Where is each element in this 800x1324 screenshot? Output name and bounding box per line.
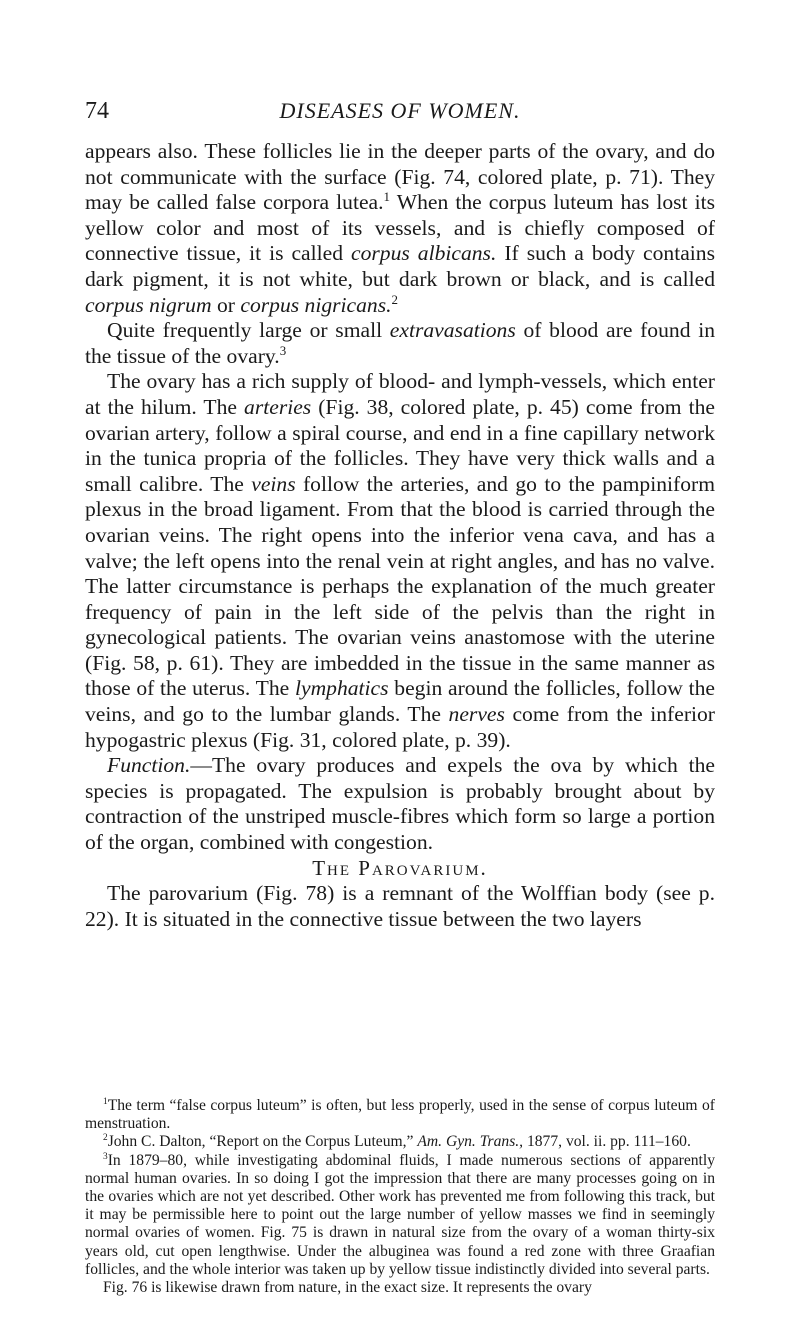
paragraph-function: Function.—The ovary produces and expels the ova by which the species is propagated. The expulsion is probably brought about by contraction of the unstriped muscle-fibres which form so large a portion of the organ, combined with congestion. bbox=[85, 753, 715, 855]
footnote-continued: Fig. 76 is likewise drawn from nature, in the exact size. It represents the ovary bbox=[103, 1279, 592, 1297]
page-number: 74 bbox=[85, 98, 109, 124]
term-function: Function. bbox=[107, 753, 191, 778]
section-heading: The Parovarium. bbox=[312, 855, 488, 880]
footnotes bbox=[85, 1097, 715, 1297]
term-corpus-albicans: corpus albicans. bbox=[351, 241, 497, 266]
term-nerves: nerves bbox=[448, 702, 505, 727]
footnote-ref-2: 2 bbox=[391, 291, 399, 307]
paragraph-parovarium: The parovarium (Fig. 78) is a remnant of the Wolffian body (see p. 22). It is situated in the connective tissue between the two layers bbox=[85, 881, 715, 931]
term-extravasations: extravasations bbox=[389, 318, 516, 343]
term-arteries: arteries bbox=[244, 394, 312, 419]
term-veins: veins bbox=[251, 471, 296, 496]
paragraph-corpus: appears also. These follicles lie in the deeper parts of the ovary, and do not communicate with the surface (Fig. 74, colored plate, p. 71). They may be called false corpora lutea.$^1$ When the corpus luteum has lost its yellow color and most of its vessels, and is chiefly composed of connective tissue, it is called corpus albicans. If such a body contains dark pigment, it is not white, but dark brown or black, and is called corpus nigrum or corpus nigricans.$^2$ bbox=[85, 139, 715, 317]
footnote-1: $^1$The term “false corpus luteum” is often, but less properly, used in the sense of corpus luteum of menstruation. bbox=[85, 1096, 715, 1133]
footnote-3: $^3$In 1879–80, while investigating abdominal fluids, I made numerous sections of apparently normal human ovaries. In so doing I got the impression that there are many processes going on in the ovaries which are not yet described. Other work has prevented me from following this track, but it may be permissible here to point out the large number of yellow masses we find in seemingly normal ovaries of women. Fig. 75 is drawn in natural size from the ovary of a woman thirty-six years old, cut open lengthwise. Under the albuginea was found a red zone with three Graafian follicles, and the whole interior was taken up by yellow tissue indistinctly divided into several parts. bbox=[85, 1151, 715, 1278]
journal-title: Am. Gyn. Trans., bbox=[417, 1133, 524, 1151]
running-head bbox=[85, 98, 715, 128]
footnote-2: $^2$John C. Dalton, “Report on the Corpus Luteum,” Am. Gyn. Trans., 1877, vol. ii. pp. 111–160. bbox=[103, 1133, 691, 1151]
term-lymphatics: lymphatics bbox=[294, 676, 389, 701]
paragraph-extravasations: Quite frequently large or small extravasations of blood are found in the tissue of the ovary.$^3$ bbox=[85, 318, 715, 368]
running-title: DISEASES OF WOMEN. bbox=[279, 98, 521, 123]
footnote-ref-3: 3 bbox=[279, 342, 287, 358]
term-corpus-nigrum: corpus nigrum bbox=[85, 292, 212, 317]
footnote-ref-1: 1 bbox=[383, 189, 391, 204]
body-text bbox=[85, 139, 715, 932]
term-corpus-nigricans: corpus nigricans. bbox=[240, 292, 392, 317]
paragraph-vessels: The ovary has a rich supply of blood- and lymph-vessels, which enter at the hilum. The arteries (Fig. 38, colored plate, p. 45) come from the ovarian artery, follow a spiral course, and end in a fine capillary network in the tunica propria of the follicles. They have very thick walls and a small calibre. The veins follow the arteries, and go to the pampiniform plexus in the broad ligament. From that the blood is carried through the ovarian veins. The right opens into the inferior vena cava, and has a valve; the left opens into the renal vein at right angles, and has no valve. The latter circumstance is perhaps the explanation of the much greater frequency of pain in the left side of the pelvis than the right in gynecological patients. The ovarian veins anastomose with the uterine (Fig. 58, p. 61). They are imbedded in the tissue in the same manner as those of the uterus. The lymphatics begin around the follicles, follow the veins, and go to the lumbar glands. The nerves come from the inferior hypogastric plexus (Fig. 31, colored plate, p. 39). bbox=[85, 369, 716, 752]
